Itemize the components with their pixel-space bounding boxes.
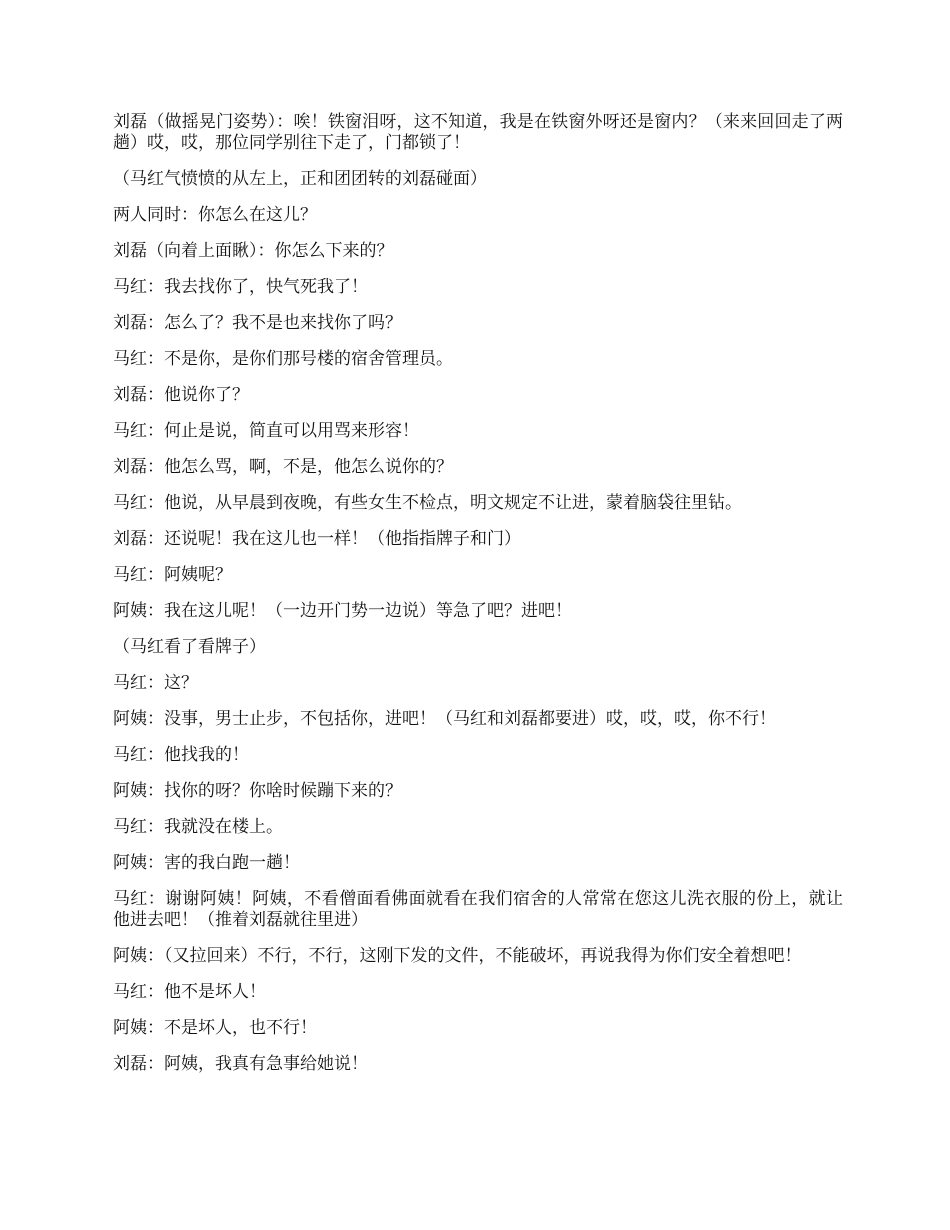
dialogue-line: 马红：他找我的！: [113, 745, 249, 765]
dialogue-line: 马红：这？: [113, 673, 198, 693]
dialogue-line: 阿姨：没事，男士止步，不包括你，进吧！（马红和刘磊都要进）哎，哎，哎，你不行！: [113, 709, 776, 729]
dialogue-line: 刘磊：怎么了？我不是也来找你了吗？: [113, 313, 402, 333]
dialogue-line: 刘磊：阿姨，我真有急事给她说！: [113, 1054, 368, 1074]
stage-direction: （马红看了看牌子）: [113, 637, 266, 657]
dialogue-line: 阿姨：（又拉回来）不行，不行，这刚下发的文件，不能破坏，再说我得为你们安全着想吧！: [113, 946, 802, 966]
dialogue-line: 阿姨：找你的呀？你啥时候蹦下来的？: [113, 781, 402, 801]
dialogue-line: 马红：阿姨呢？: [113, 565, 232, 585]
dialogue-line: 阿姨：我在这儿呢！（一边开门势一边说）等急了吧？进吧！: [113, 601, 572, 621]
stage-direction: （马红气愤愤的从左上，正和团团转的刘磊碰面）: [113, 169, 487, 189]
dialogue-line: 刘磊（做摇晃门姿势）：唉！铁窗泪呀，这不知道，我是在铁窗外呀还是窗内？（来来回回走了两趟）哎，哎，那位同学别往下走了，门都锁了！: [113, 112, 843, 153]
dialogue-line: 马红：他不是坏人！: [113, 982, 266, 1002]
dialogue-line: 马红：我就没在楼上。: [113, 817, 283, 837]
dialogue-line: 阿姨：害的我白跑一趟！: [113, 853, 300, 873]
dialogue-line: 马红：我去找你了，快气死我了！: [113, 277, 368, 297]
dialogue-line: 马红：不是你，是你们那号楼的宿舍管理员。: [113, 349, 453, 369]
dialogue-line: 刘磊：他说你了？: [113, 385, 249, 405]
dialogue-line: 刘磊：他怎么骂，啊，不是，他怎么说你的？: [113, 457, 453, 477]
dialogue-line: 阿姨：不是坏人，也不行！: [113, 1018, 317, 1038]
dialogue-line: 两人同时：你怎么在这儿？: [113, 205, 317, 225]
dialogue-line: 马红：谢谢阿姨！阿姨，不看僧面看佛面就看在我们宿舍的人常常在您这儿洗衣服的份上，就让他进去吧！（推着刘磊就往里进）: [113, 889, 843, 930]
dialogue-line: 刘磊：还说呢！我在这儿也一样！（他指指牌子和门）: [113, 529, 521, 549]
dialogue-line: 刘磊（向着上面瞅）：你怎么下来的？: [113, 241, 394, 261]
dialogue-line: 马红：他说，从早晨到夜晚，有些女生不检点，明文规定不让进，蒙着脑袋往里钻。: [113, 493, 742, 513]
document-page: [113, 112, 843, 1090]
dialogue-line: 马红：何止是说，简直可以用骂来形容！: [113, 421, 419, 441]
